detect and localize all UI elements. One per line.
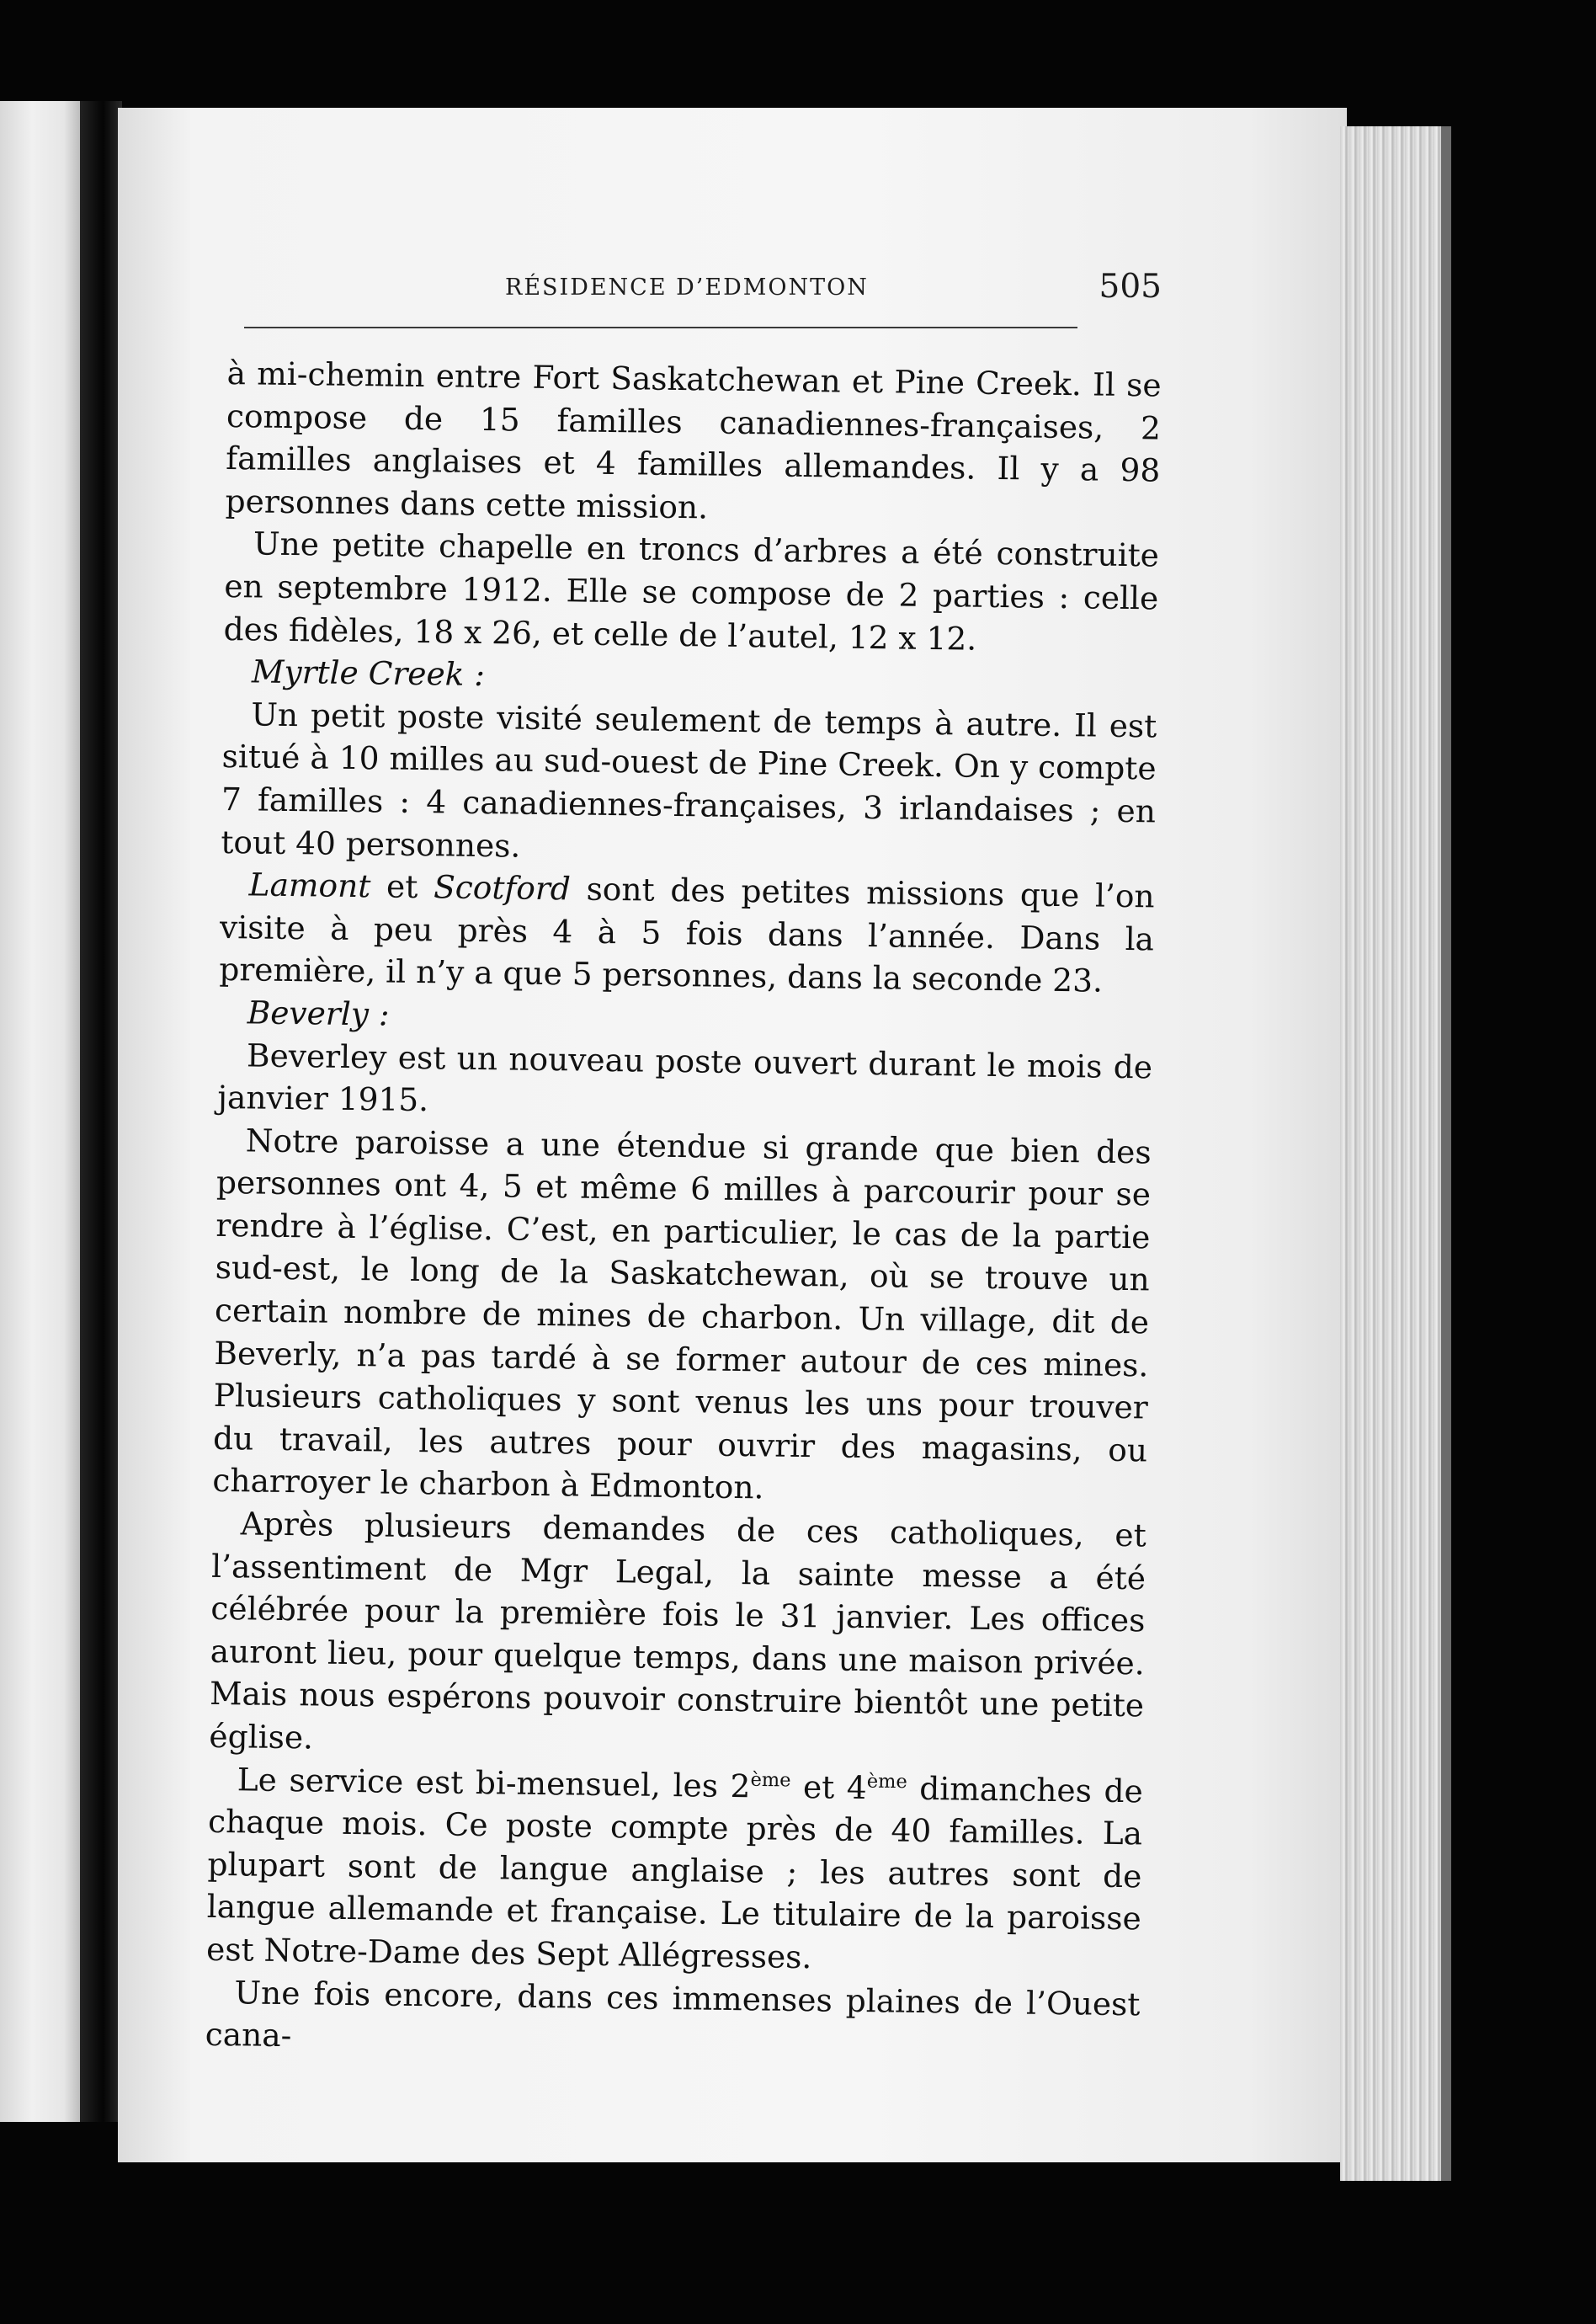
- paragraph-2: Une petite chapelle en troncs d’arbres a été construite en septembre 1912. Elle se compose de 2 parties : celle des fidèles, 18 x 26, et celle de l’autel, 12 x 12.: [223, 525, 1160, 658]
- conjunction-et: et: [370, 867, 434, 906]
- page-number: 505: [1099, 268, 1162, 306]
- paragraph-7: Après plusieurs demandes de ces catholiques, et l’assentiment de Mgr Legal, la sainte messe a été célébrée pour la première fois le 31 janvier. Les offices auront lieu, pour quelque temps, dans une maison privée. Mais nous espérons pouvoir construire bientôt une petite église.: [209, 1505, 1146, 1756]
- body-text: [205, 352, 1162, 2068]
- subheading-beverly-text: Beverly :: [247, 994, 390, 1033]
- paragraph-4: [219, 863, 1155, 1003]
- paragraph-3: Un petit poste visité seulement de temps à autre. Il est situé à 10 milles au sud-ouest de Pine Creek. On y compte 7 familles : 4 canadiennes-françaises, 3 irlandaises ; en tout 40 personnes.: [221, 696, 1157, 865]
- place-lamont: Lamont: [248, 866, 371, 905]
- page-stack-edges: [1340, 126, 1448, 2181]
- subheading-myrtle-creek-text: Myrtle Creek :: [251, 653, 486, 694]
- page-stack-shadow: [1441, 126, 1451, 2181]
- paragraph-8-part-a: Le service est bi-mensuel, les 2: [237, 1760, 751, 1804]
- running-title: RÉSIDENCE D’EDMONTON: [505, 275, 869, 301]
- running-head: [244, 268, 1162, 318]
- paragraph-4-rest: sont des petites missions que l’on visite à peu près 4 à 5 fois dans l’année. Dans la première, il n’y a que 5 personnes, dans la seconde 23.: [219, 870, 1155, 999]
- paragraph-5: Beverley est un nouveau poste ouvert durant le mois de janvier 1915.: [217, 1036, 1153, 1119]
- header-rule: [244, 327, 1077, 328]
- paragraph-6: Notre paroisse a une étendue si grande que bien des personnes ont 4, 5 et même 6 milles à parcourir pour se rendre à l’église. C’est, en particulier, le cas de la partie sud-est, le long de la Saskatchewan, où se trouve un certain nombre de mines de charbon. Un village, dit de Beverly, n’a pas tardé à se former autour de ces mines. Plusieurs catholiques y sont venus les uns pour trouver du travail, les autres pour ouvrir des magasins, ou charroyer le charbon à Edmonton.: [212, 1122, 1152, 1506]
- paragraph-1: à mi-chemin entre Fort Saskatchewan et Pine Creek. Il se compose de 15 familles canadiennes-françaises, 2 familles anglaises et 4 familles allemandes. Il y a 98 personnes dans cette mission.: [225, 354, 1162, 526]
- paragraph-8-part-c: dimanches de chaque mois. Ce poste compte près de 40 familles. La plupart sont de langue anglaise ; les autres sont de langue allemande et française. Le titulaire de la paroisse est Notre-Dame des Sept Allégresses.: [205, 1769, 1143, 1976]
- ordinal-suffix-1: ème: [750, 1768, 791, 1792]
- paragraph-9: Une fois encore, dans ces immenses plaines de l’Ouest cana-: [205, 1973, 1141, 2055]
- ordinal-suffix-2: ème: [866, 1770, 907, 1793]
- book-gutter: [80, 101, 122, 2122]
- paragraph-8: [206, 1757, 1143, 1982]
- place-scotford: Scotford: [433, 868, 572, 908]
- paragraph-8-part-b: et 4: [790, 1767, 868, 1806]
- previous-page-edge: [0, 101, 80, 2122]
